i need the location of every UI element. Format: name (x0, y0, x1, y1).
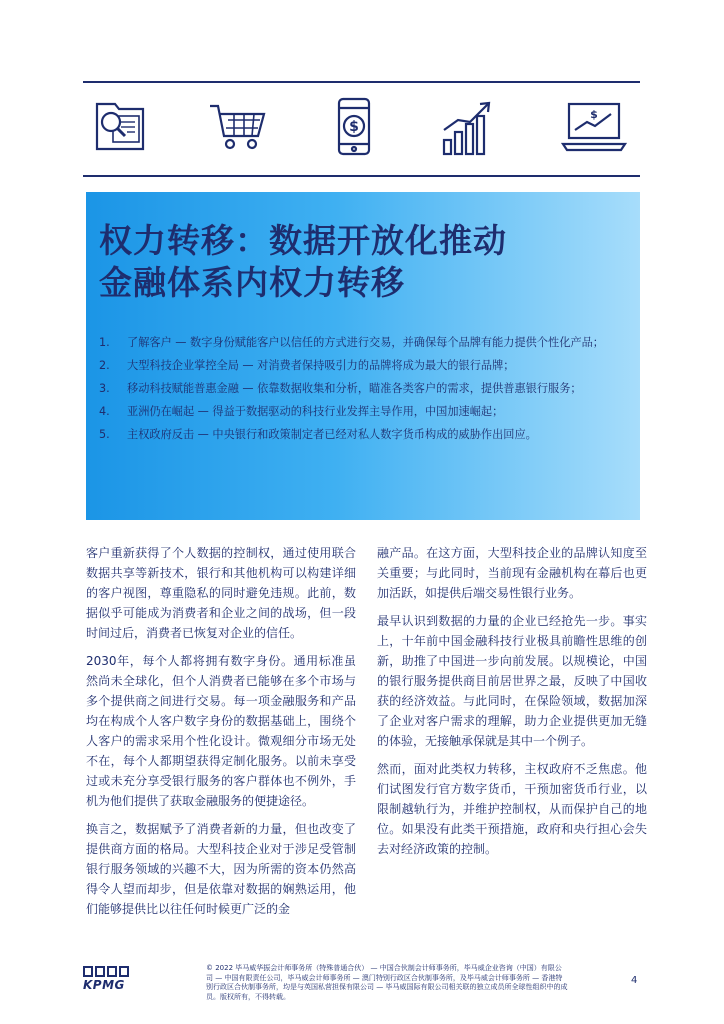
shopping-cart-icon (208, 96, 268, 156)
kpmg-logo: KPMG (83, 966, 133, 996)
body-paragraph: 2030年，每个人都将拥有数字身份。通用标准虽然尚未全球化，但个人消费者已能够在多个市场与多个提供商之间进行交易。每一项金融服务和产品均在构成个人客户数字身份的数据基础上，围绕个人客户的需求采用个性化设计。微观细分市场无处不在，每个人都期望获得定制化服务。以前未享受过或未充分享受银行服务的客户群体也不例外，手机为他们提供了获取金融服务的便捷途径。 (86, 654, 356, 808)
list-item: 1. 了解客户 — 数字身份赋能客户以信任的方式进行交易，并确保每个品牌有能力提供个性化产品； (99, 336, 604, 349)
highlight-banner (86, 192, 640, 520)
legal-notice: © 2022 毕马威华振会计师事务所（特殊普通合伙） — 中国合伙制会计师事务所，毕马威企业咨询（中国）有限公司 — 中国有限责任公司，毕马威会计师事务所 — 澳门特别行政区合伙制事务所，及毕马威会计师事务所 — 香港特别行政区合伙制事务所，均是与英国私营担保有限公司 — 毕马威国际有限公司相关联的独立成员所全球性组织中的成员。版权所有，不得转载。 (206, 964, 568, 1001)
body-paragraph: 换言之，数据赋予了消费者新的力量，但也改变了提供商方面的格局。大型科技企业对于涉足受管制银行服务领域的兴趣不大，因为所需的资本仍然高得令人望而却步，但是依靠对数据的娴熟运用，他们能够提供比以往任何时候更广泛的金 (86, 822, 356, 916)
list-item: 4. 亚洲仍在崛起 — 得益于数据驱动的科技行业发挥主导作用，中国加速崛起； (99, 405, 504, 418)
icon-row (83, 96, 640, 162)
top-rule (83, 81, 640, 83)
page-number: 4 (631, 975, 638, 986)
list-item: 5. 主权政府反击 — 中央银行和政策制定者已经对私人数字货币构成的威胁作出回应。 (99, 428, 537, 441)
svg-text:$: $ (590, 108, 598, 121)
bottom-rule (83, 175, 640, 177)
body-paragraph: 融产品。在这方面，大型科技企业的品牌认知度至关重要；与此同时，当前现有金融机构在幕后也更加活跃，如提供后端交易性银行业务。 (377, 546, 647, 600)
growth-chart-icon (440, 96, 496, 158)
body-paragraph: 然而，面对此类权力转移，主权政府不乏焦虑。他们试图发行官方数字货币，干预加密货币行业，以限制越轨行为，并维护控制权，从而保护自己的地位。如果没有此类干预措施，政府和央行担心会失去对经济政策的控制。 (377, 762, 647, 856)
mobile-payment-icon (333, 96, 377, 158)
body-paragraph: 最早认识到数据的力量的企业已经抢先一步。事实上，十年前中国金融科技行业极具前瞻性思维的创新，助推了中国进一步向前发展。以规模论，中国的银行服务提供商目前居世界之最，反映了中国收获的经济效益。与此同时，在保险领域，数据加深了企业对客户需求的理解，助力企业提供更加无缝的体验，无接触承保就是其中一个例子。 (377, 614, 647, 748)
svg-text:$: $ (349, 119, 359, 135)
document-search-icon (91, 96, 151, 156)
list-item: 2. 大型科技企业掌控全局 — 对消费者保持吸引力的品牌将成为最大的银行品牌； (99, 359, 515, 372)
body-paragraph: 客户重新获得了个人数据的控制权，通过使用联合数据共享等新技术，银行和其他机构可以构建详细的客户视图，尊重隐私的同时避免违规。此前，数据似乎可能成为消费者和企业之间的战场，但一段时间过后，消费者已恢复对企业的信任。 (86, 546, 356, 640)
laptop-finance-icon (561, 96, 627, 156)
power-shift-list (99, 334, 624, 449)
banner-title-line-1: 权力转移：数据开放化推动 (99, 221, 507, 260)
banner-title-line-2: 金融体系内权力转移 (99, 263, 405, 302)
banner-title (99, 220, 619, 304)
body-column-right (377, 543, 647, 867)
list-item: 3. 移动科技赋能普惠金融 — 依靠数据收集和分析，瞄准各类客户的需求，提供普惠银行服务； (99, 382, 582, 395)
body-column-left (86, 543, 356, 927)
